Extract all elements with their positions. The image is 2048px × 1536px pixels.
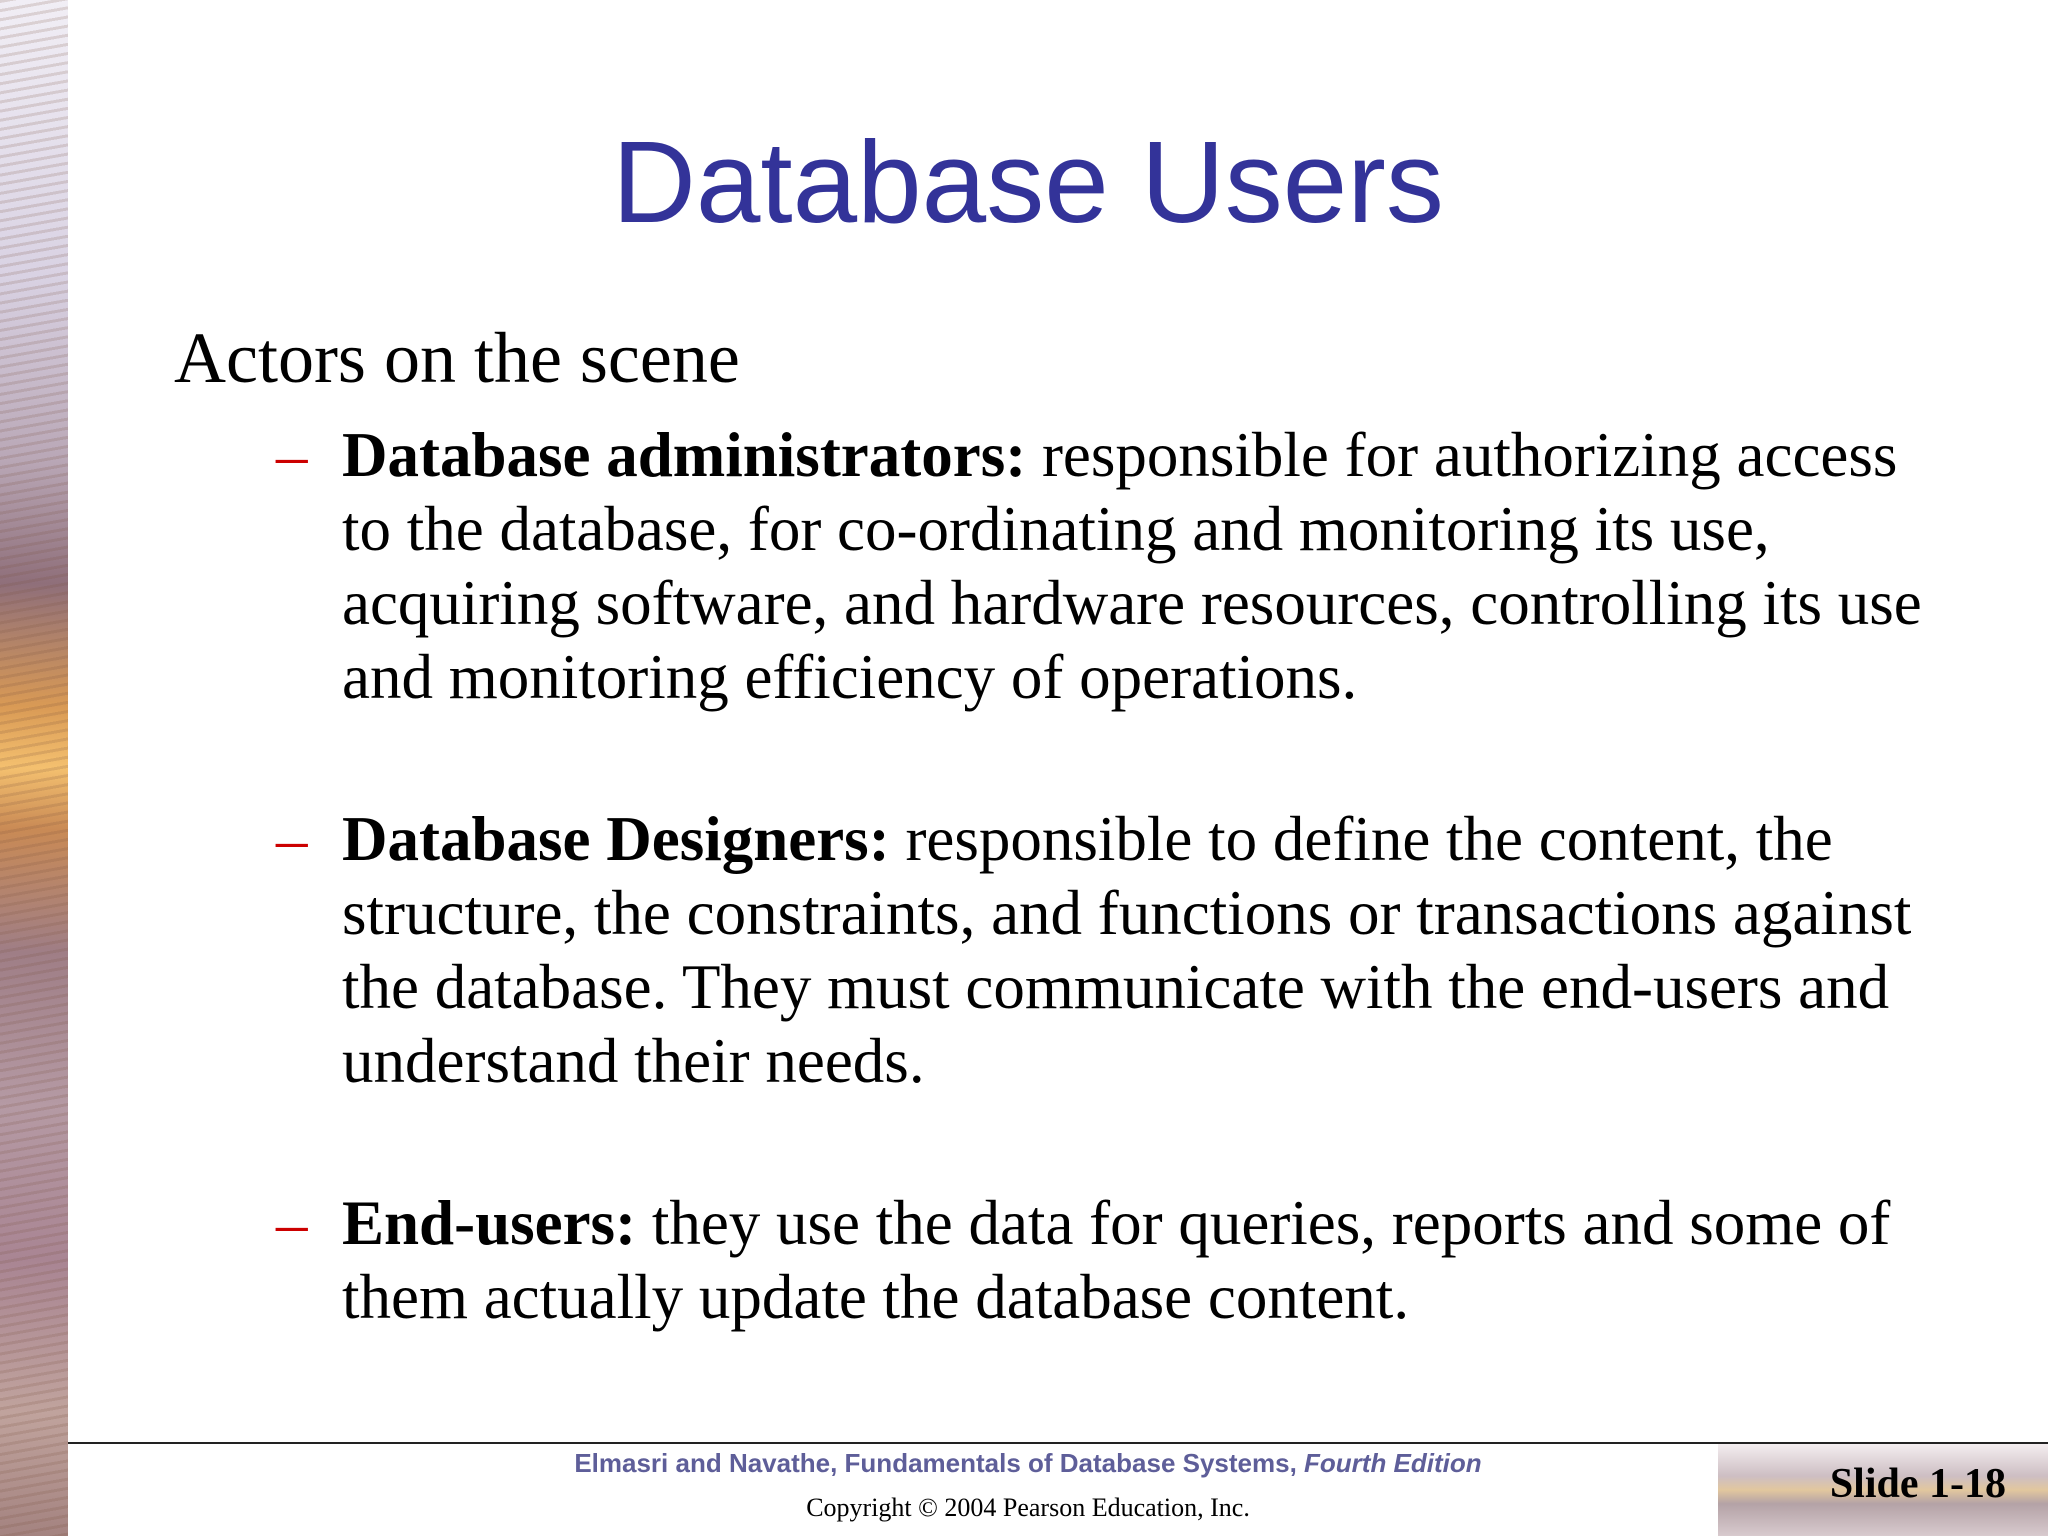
- slide-title: Database Users: [612, 117, 1444, 247]
- footer-citation: [68, 1446, 1988, 1480]
- decorative-side-band: [0, 0, 68, 1536]
- bullet-database-administrators: [276, 418, 1962, 714]
- bullet-end-users: [276, 1186, 1962, 1334]
- bullet-term: Database administrators:: [342, 420, 1027, 490]
- bullet-dash: –: [276, 1188, 308, 1258]
- bullet-database-designers: [276, 802, 1962, 1098]
- bullet-body: [342, 1186, 1962, 1334]
- slide-subheading: Actors on the scene: [174, 318, 740, 398]
- bullet-body: [342, 418, 1962, 714]
- bullet-text: they use the data for queries, reports and some of them actually update the database content.: [342, 1188, 1891, 1332]
- bullet-dash: –: [276, 804, 308, 874]
- bullet-term: End-users:: [342, 1188, 637, 1258]
- bullet-body: [342, 802, 1962, 1098]
- bullet-dash: –: [276, 420, 308, 490]
- bullet-text: responsible for authorizing access to the database, for co-ordinating and monitoring its use, acquiring software, and hardware resources, controlling its use and monitoring efficiency of operations.: [342, 420, 1922, 712]
- citation-edition: Fourth Edition: [1304, 1448, 1482, 1478]
- citation-text: Elmasri and Navathe, Fundamentals of Database Systems,: [574, 1448, 1305, 1478]
- footer-copyright: Copyright © 2004 Pearson Education, Inc.: [806, 1493, 1250, 1522]
- bullet-text: responsible to define the content, the structure, the constraints, and functions or transactions against the database. They must communicate with the end-users and understand their needs.: [342, 804, 1912, 1096]
- bullet-term: Database Designers:: [342, 804, 890, 874]
- slide-number: Slide 1-18: [1829, 1461, 2006, 1507]
